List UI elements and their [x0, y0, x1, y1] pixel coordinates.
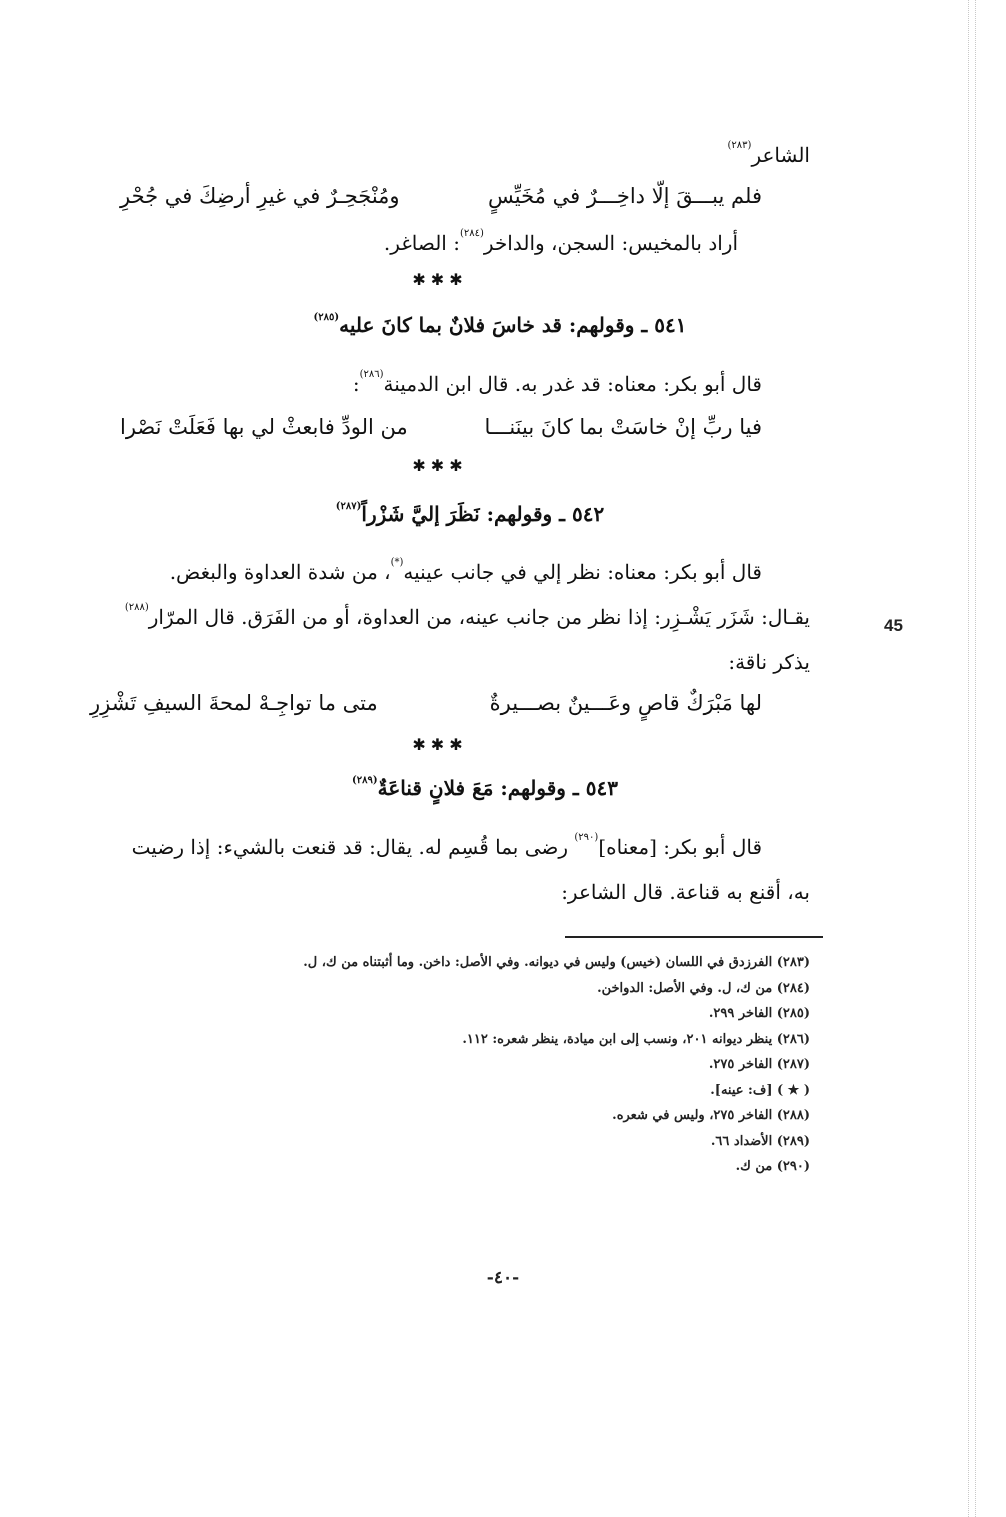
text-run: قال أبو بكر: معناه: نظر إلي في جانب عينيه — [403, 560, 762, 584]
page-number: -٤٠- — [486, 1268, 520, 1288]
footnote-ref: (٢٨٩) — [352, 775, 378, 786]
text-run: الشاعر — [751, 143, 810, 167]
section-separator: ✱✱✱ — [412, 735, 468, 754]
verse-line — [90, 181, 810, 211]
text-line — [90, 370, 762, 398]
footnote-ref: (٢٨٦) — [359, 369, 384, 380]
verse-hemistich: فيا ربِّ إنْ خاسَتْ بما كانَ بينَنـــا — [484, 415, 762, 439]
footnote-ref: (٢٩٠) — [574, 832, 599, 843]
footnote: ( ★ ) [ف: عينه]. — [710, 1082, 810, 1098]
entry-heading — [90, 776, 810, 800]
verse-line — [90, 688, 810, 718]
text-run: يقـال: شَزَر يَشْـزِر: إذا نظر من جانب عينه، من العداوة، أو من الفَرَق. قال المرّار — [148, 605, 810, 629]
footnote: (٢٩٠) من ك. — [735, 1159, 810, 1174]
scan-edge-line — [968, 0, 969, 1517]
footnote-ref: (٢٨٧) — [335, 501, 362, 512]
footnote: (٢٨٧) الفاخر ٢٧٥. — [708, 1057, 810, 1072]
text-run: : — [352, 372, 360, 396]
text-line — [90, 603, 810, 631]
text-line — [90, 558, 762, 586]
heading-text: ٥٤٣ ـ وقولهم: مَعَ فلانٍ قناعَةٌ — [377, 776, 618, 800]
footnote-ref: (٢٨٨) — [124, 602, 149, 613]
footnote: (٢٨٦) ينظر ديوانه ٢٠١، ونسب إلى ابن ميادة، ينظر شعره: ١١٢. — [462, 1031, 810, 1047]
footnote: (٢٨٣) الفرزدق في اللسان (خيس) وليس في ديوانه. وفي الأصل: داخن. وما أثبتناه من ك، ل. — [303, 955, 810, 970]
verse-line — [90, 412, 810, 442]
scan-edge-line — [975, 0, 976, 1517]
text-line — [90, 648, 810, 676]
footnote-separator — [565, 936, 823, 938]
heading-text: ٥٤١ ـ وقولهم: قد خاسَ فلانٌ بما كانَ عليه — [339, 313, 687, 337]
heading-text: ٥٤٢ ـ وقولهم: نَظَرَ إليَّ شَزْراً — [361, 502, 605, 526]
footnote: (٢٨٥) الفاخر ٢٩٩. — [708, 1006, 810, 1021]
text-run: به، أقنع به قناعة. قال الشاعر: — [561, 880, 810, 904]
text-run: : الصاغر. — [383, 231, 460, 255]
footnote: (٢٨٨) الفاخر ٢٧٥، وليس في شعره. — [612, 1108, 810, 1123]
text-line — [90, 833, 762, 861]
text-line — [90, 878, 810, 906]
entry-heading — [90, 502, 810, 526]
footnote-ref: (٢٨٤) — [459, 228, 484, 239]
footnote: (٢٨٩) الأضداد ٦٦. — [710, 1133, 810, 1149]
footnotes — [190, 950, 810, 1180]
verse-hemistich: فلم يبـــقَ إلّا داخِـــرٌ في مُخَيِّسٍ — [488, 184, 762, 208]
verse-hemistich: لها مَبْرَكٌ قاصٍ وعَـــينٌ بصـــيرةٌ — [489, 691, 762, 715]
entry-heading — [90, 313, 810, 337]
margin-page-number: 45 — [884, 616, 903, 635]
text-line — [90, 229, 738, 257]
text-run: أراد بالمخيس: السجن، والداخر — [483, 231, 738, 255]
section-separator: ✱✱✱ — [412, 456, 468, 475]
footnote-ref: (٢٨٣) — [727, 140, 752, 151]
text-run: رضى بما قُسِم له. يقال: قد قنعت بالشيء: إذا رضيت — [131, 835, 575, 859]
footnote-ref: (*) — [390, 557, 404, 568]
text-run: يذكر ناقة: — [728, 650, 810, 674]
text-line — [90, 141, 810, 169]
verse-hemistich: من الودِّ فابعثْ لي بها فَعَلَتْ نَصْرا — [120, 415, 408, 439]
verse-hemistich: ومُنْجَحِـرٌ في غيرِ أرضِكَ في جُحْرِ — [120, 184, 400, 208]
footnote-ref: (٢٨٥) — [313, 312, 340, 323]
verse-hemistich: متى ما تواجِـهْ لمحةَ السيفِ تَشْزِرِ — [90, 691, 378, 715]
text-run: ، من شدة العداوة والبغض. — [169, 560, 391, 584]
text-run: قال أبو بكر: [معناه] — [598, 835, 762, 859]
footnote: (٢٨٤) من ك، ل. وفي الأصل: الدواخن. — [597, 980, 810, 996]
section-separator: ✱✱✱ — [412, 270, 468, 289]
text-run: قال أبو بكر: معناه: قد غدر به. قال ابن الدمينة — [383, 372, 762, 396]
